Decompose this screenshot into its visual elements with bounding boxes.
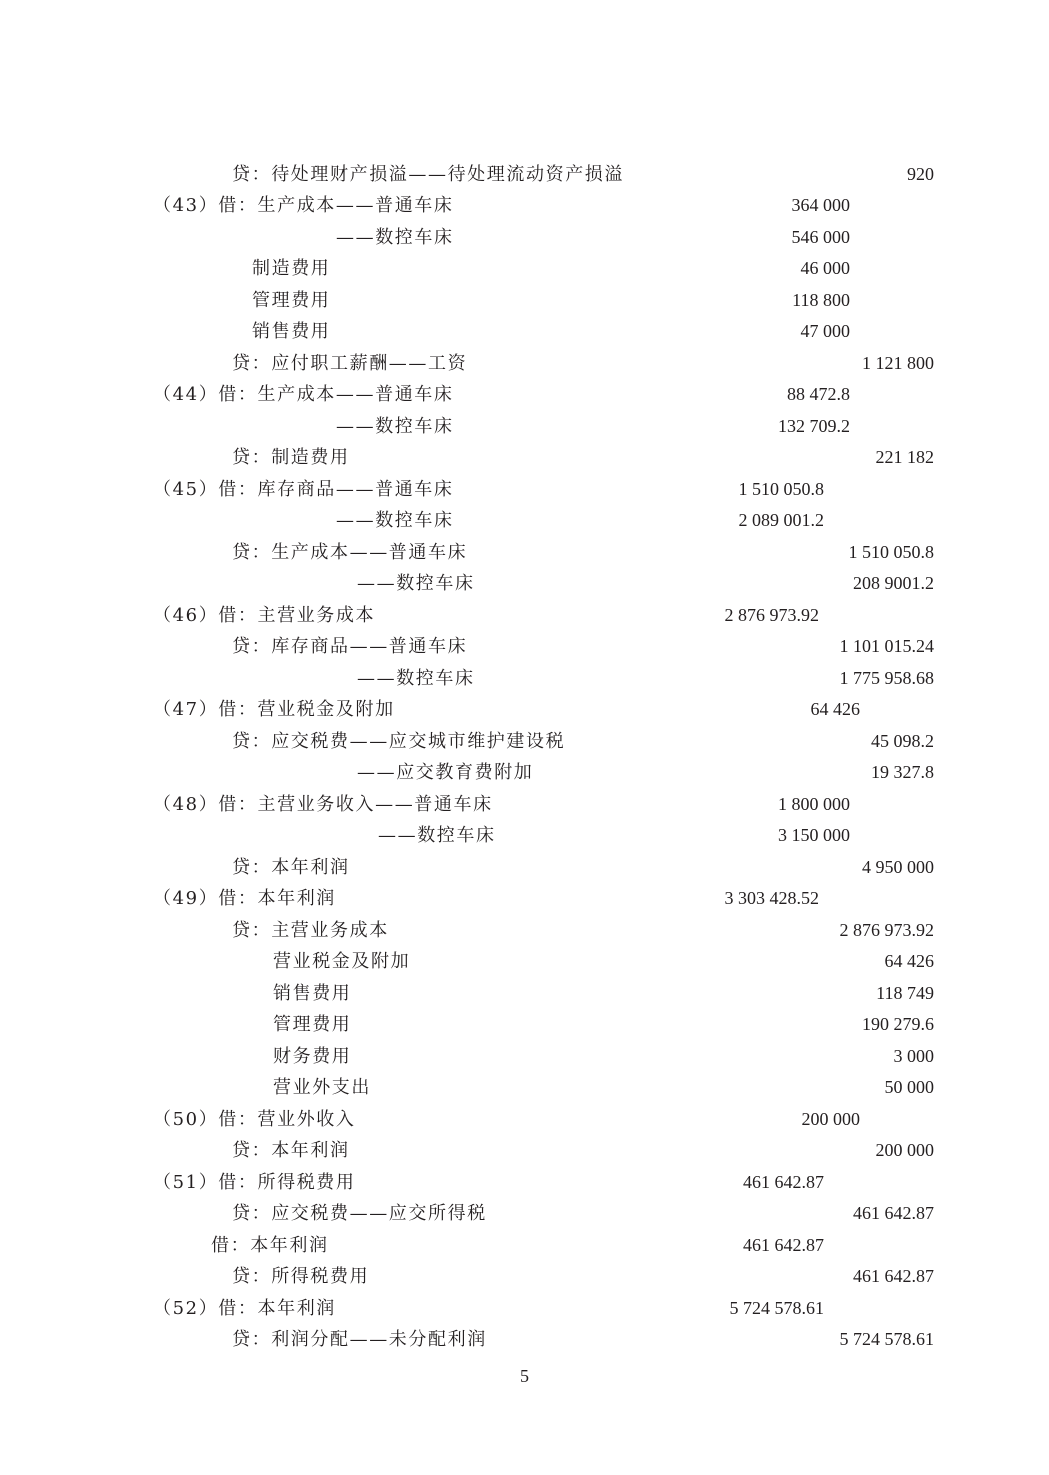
account-text: 贷：待处理财产损溢——待处理流动资产损溢: [232, 164, 624, 185]
credit-amount: 1 510 050.8: [848, 542, 934, 562]
journal-line: [0, 1261, 1049, 1293]
account-text: 贷：制造费用: [232, 447, 350, 468]
debit-amount: 3 303 428.52: [724, 888, 819, 908]
debit-amount: 1 510 050.8: [738, 479, 824, 499]
journal-line: [0, 253, 1049, 285]
page-number: 5: [520, 1366, 529, 1386]
journal-line: [0, 442, 1049, 474]
account-text: （49）借：本年利润: [153, 888, 336, 909]
journal-line: [0, 915, 1049, 947]
journal-line: [0, 789, 1049, 821]
account-text: （52）借：本年利润: [153, 1298, 336, 1319]
journal-line: [0, 285, 1049, 317]
account-text: 管理费用: [252, 290, 331, 311]
account-text: （44）借：生产成本——普通车床: [153, 384, 454, 405]
credit-amount: 5 724 578.61: [839, 1329, 934, 1349]
account-text: （50）借：营业外收入: [153, 1109, 356, 1130]
account-text: ——数控车床: [357, 668, 475, 689]
account-text: 销售费用: [252, 321, 331, 342]
credit-amount: 2 876 973.92: [839, 920, 934, 940]
credit-amount: 45 098.2: [871, 731, 934, 751]
journal-line: [0, 1167, 1049, 1199]
journal-line: [0, 505, 1049, 537]
account-text: （46）借：主营业务成本: [153, 605, 376, 626]
credit-amount: 461 642.87: [853, 1203, 934, 1223]
debit-amount: 47 000: [800, 321, 850, 341]
journal-line: [0, 379, 1049, 411]
account-text: 贷：本年利润: [232, 1140, 350, 1161]
journal-line: [0, 1041, 1049, 1073]
account-text: 贷：应付职工薪酬——工资: [232, 353, 468, 374]
credit-amount: 221 182: [875, 447, 934, 467]
account-text: 借：本年利润: [211, 1235, 329, 1256]
account-text: （45）借：库存商品——普通车床: [153, 479, 454, 500]
journal-line: [0, 1072, 1049, 1104]
journal-line: [0, 1230, 1049, 1262]
account-text: 贷：所得税费用: [232, 1266, 370, 1287]
journal-line: [0, 411, 1049, 443]
account-text: ——数控车床: [336, 227, 454, 248]
debit-amount: 364 000: [791, 195, 850, 215]
debit-amount: 546 000: [791, 227, 850, 247]
account-text: ——应交教育费附加: [357, 762, 534, 783]
journal-line: [0, 1135, 1049, 1167]
debit-amount: 88 472.8: [787, 384, 850, 404]
journal-line: [0, 883, 1049, 915]
account-text: （51）借：所得税费用: [153, 1172, 356, 1193]
journal-line: [0, 694, 1049, 726]
debit-amount: 461 642.87: [743, 1235, 824, 1255]
account-text: ——数控车床: [378, 825, 496, 846]
account-text: 贷：应交税费——应交城市维护建设税: [232, 731, 566, 752]
account-text: ——数控车床: [336, 510, 454, 531]
account-text: （48）借：主营业务收入——普通车床: [153, 794, 493, 815]
account-text: 贷：生产成本——普通车床: [232, 542, 468, 563]
credit-amount: 19 327.8: [871, 762, 934, 782]
journal-line: [0, 537, 1049, 569]
account-text: 财务费用: [273, 1046, 352, 1067]
credit-amount: 190 279.6: [862, 1014, 934, 1034]
credit-amount: 1 121 800: [862, 353, 934, 373]
credit-amount: 208 9001.2: [853, 573, 934, 593]
debit-amount: 2 089 001.2: [738, 510, 824, 530]
credit-amount: 118 749: [876, 983, 934, 1003]
journal-line: [0, 348, 1049, 380]
account-text: 贷：利润分配——未分配利润: [232, 1329, 487, 1350]
account-text: 管理费用: [273, 1014, 352, 1035]
journal-line: [0, 316, 1049, 348]
account-text: ——数控车床: [336, 416, 454, 437]
debit-amount: 118 800: [792, 290, 850, 310]
account-text: （43）借：生产成本——普通车床: [153, 195, 454, 216]
debit-amount: 132 709.2: [778, 416, 850, 436]
credit-amount: 3 000: [893, 1046, 934, 1066]
journal-line: [0, 474, 1049, 506]
credit-amount: 461 642.87: [853, 1266, 934, 1286]
journal-line: [0, 222, 1049, 254]
credit-amount: 4 950 000: [862, 857, 934, 877]
credit-amount: 64 426: [884, 951, 934, 971]
journal-line: [0, 820, 1049, 852]
journal-line: [0, 159, 1049, 191]
journal-line: [0, 663, 1049, 695]
account-text: 贷：本年利润: [232, 857, 350, 878]
debit-amount: 200 000: [801, 1109, 860, 1129]
journal-line: [0, 726, 1049, 758]
account-text: 制造费用: [252, 258, 331, 279]
account-text: ——数控车床: [357, 573, 475, 594]
account-text: 贷：应交税费——应交所得税: [232, 1203, 487, 1224]
credit-amount: 50 000: [884, 1077, 934, 1097]
debit-amount: 1 800 000: [778, 794, 850, 814]
credit-amount: 1 101 015.24: [839, 636, 934, 656]
account-text: （47）借：营业税金及附加: [153, 699, 395, 720]
credit-amount: 920: [907, 164, 934, 184]
account-text: 贷：主营业务成本: [232, 920, 389, 941]
debit-amount: 46 000: [800, 258, 850, 278]
journal-line: [0, 1293, 1049, 1325]
journal-line: [0, 568, 1049, 600]
account-text: 销售费用: [273, 983, 352, 1004]
account-text: 营业税金及附加: [273, 951, 411, 972]
debit-amount: 64 426: [810, 699, 860, 719]
journal-line: [0, 631, 1049, 663]
journal-line: [0, 852, 1049, 884]
journal-line: [0, 1009, 1049, 1041]
journal-line: [0, 946, 1049, 978]
credit-amount: 200 000: [875, 1140, 934, 1160]
journal-line: [0, 757, 1049, 789]
debit-amount: 461 642.87: [743, 1172, 824, 1192]
debit-amount: 2 876 973.92: [724, 605, 819, 625]
account-text: 营业外支出: [273, 1077, 371, 1098]
account-text: 贷：库存商品——普通车床: [232, 636, 468, 657]
journal-line: [0, 1104, 1049, 1136]
credit-amount: 1 775 958.68: [839, 668, 934, 688]
debit-amount: 3 150 000: [778, 825, 850, 845]
debit-amount: 5 724 578.61: [729, 1298, 824, 1318]
journal-line: [0, 190, 1049, 222]
journal-line: [0, 1324, 1049, 1356]
journal-line: [0, 600, 1049, 632]
journal-line: [0, 1198, 1049, 1230]
journal-line: [0, 978, 1049, 1010]
